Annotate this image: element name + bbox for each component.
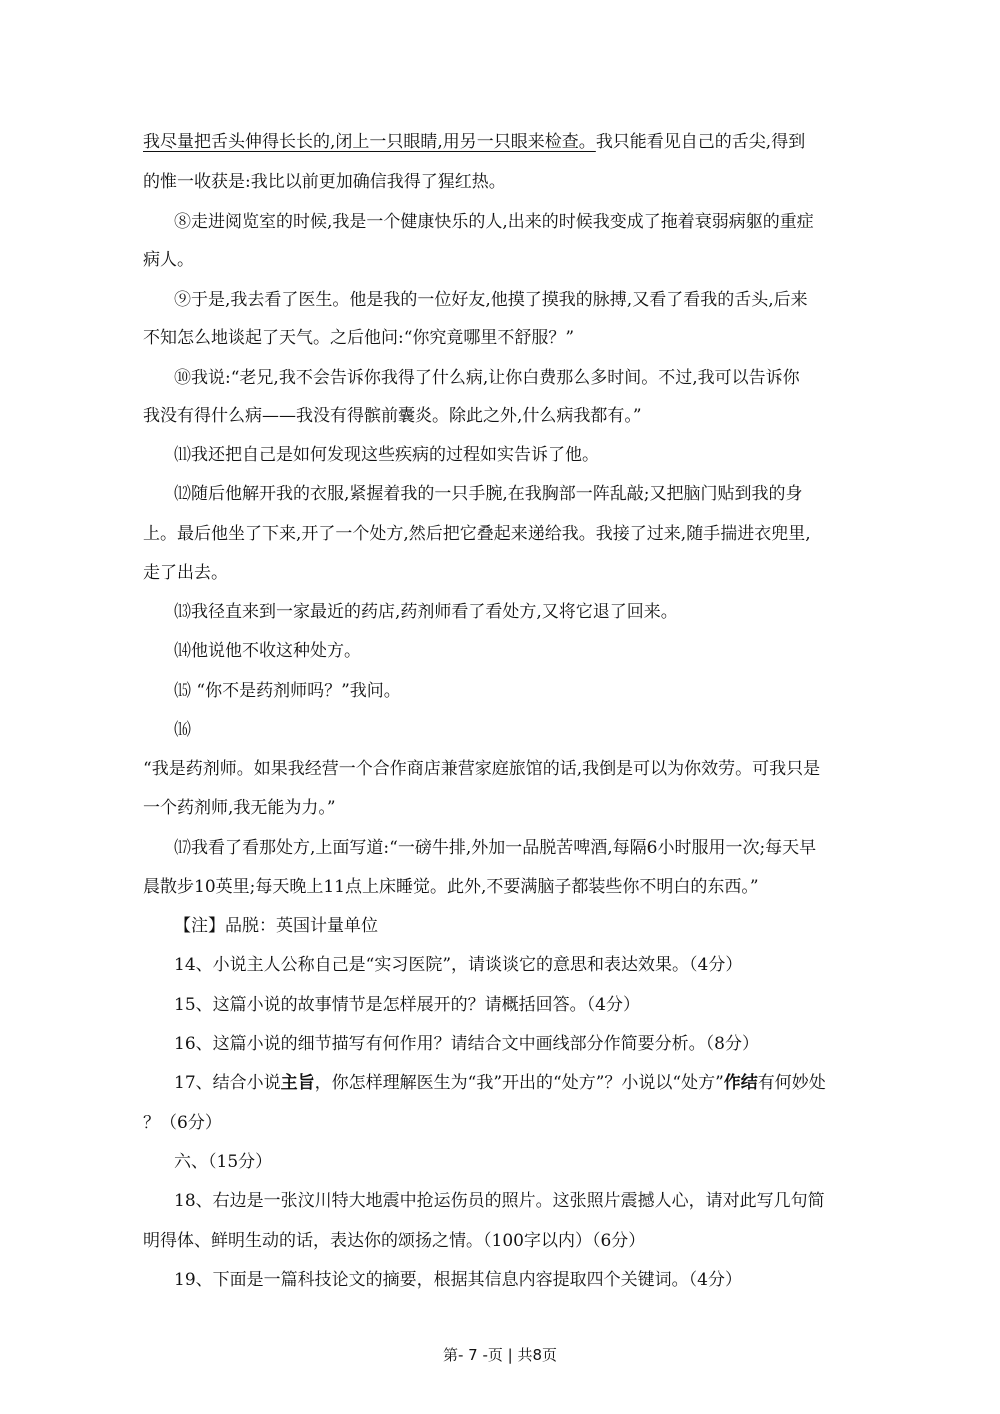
paragraph-16-line-1: “我是药剂师。如果我经营一个合作商店兼营家庭旅馆的话,我倒是可以为你效劳。可我只是 [143,759,821,779]
underlined-passage: 我尽量把舌头伸得长长的,闭上一只眼睛,用另一只眼来检查。 [143,132,596,152]
paragraph-7-line-1 [143,131,805,153]
paragraph-16-number: ⒃ [174,720,191,740]
question-16: 16、这篇小说的细节描写有何作用？请结合文中画线部分作简要分析。（8分） [174,1034,759,1054]
paragraph-17-line-2: 晨散步10英里;每天晚上11点上床睡觉。此外,不要满脑子都装些你不明白的东西。” [143,877,759,897]
paragraph-17-line-1: ⒄我看了看那处方,上面写道:“一磅牛排,外加一品脱苦啤酒,每隔6小时服用一次;每天早 [174,838,817,858]
note: 【注】品脱：英国计量单位 [174,916,378,936]
text-span: 我只能看见自己的舌尖,得到 [595,132,806,152]
paragraph-12-line-1: ⑿随后他解开我的衣服,紧握着我的一只手腕,在我胸部一阵乱敲;又把脑门贴到我的身 [174,484,803,504]
paragraph-15: ⒂ “你不是药剂师吗？”我问。 [174,681,401,701]
text-span: 17、结合小说 [174,1073,281,1093]
question-17-line-1 [174,1072,826,1094]
paragraph-11: ⑾我还把自己是如何发现这些疾病的过程如实告诉了他。 [174,445,599,465]
text-span: ，你怎样理解医生为“我”开出的“处方”？小说以“处方” [314,1073,724,1093]
paragraph-10-line-1: ⑩我说:“老兄,我不会告诉你我得了什么病,让你白费那么多时间。不过,我可以告诉你 [174,368,800,388]
paragraph-10-line-2: 我没有得什么病——我没有得髌前囊炎。除此之外,什么病我都有。” [143,406,642,426]
paragraph-7-line-2: 的惟一收获是:我比以前更加确信我得了猩红热。 [143,172,506,192]
paragraph-13: ⒀我径直来到一家最近的药店,药剂师看了看处方,又将它退了回来。 [174,602,678,622]
question-17-line-2: ？（6分） [143,1113,222,1133]
question-19: 19、下面是一篇科技论文的摘要，根据其信息内容提取四个关键词。（4分） [174,1270,742,1290]
paragraph-12-line-2: 上。最后他坐了下来,开了一个处方,然后把它叠起来递给我。我接了过来,随手揣进衣兜里, [143,524,811,544]
paragraph-16-line-2: 一个药剂师,我无能为力。” [143,798,336,818]
question-18-line-1: 18、右边是一张汶川特大地震中抢运伤员的照片。这张照片震撼人心，请对此写几句简 [174,1191,825,1211]
question-14: 14、小说主人公称自己是“实习医院”，请谈谈它的意思和表达效果。（4分） [174,955,743,975]
section-six-heading: 六、（15分） [174,1152,273,1172]
bold-keyword: 主旨 [280,1073,315,1093]
paragraph-8-line-2: 病人。 [143,250,194,270]
paragraph-12-line-3: 走了出去。 [143,563,228,583]
paragraph-9-line-2: 不知怎么地谈起了天气。之后他问:“你究竟哪里不舒服？” [143,328,575,348]
question-18-line-2: 明得体、鲜明生动的话，表达你的颂扬之情。（100字以内）（6分） [143,1231,646,1251]
paragraph-14: ⒁他说他不收这种处方。 [174,641,361,661]
paragraph-9-line-1: ⑨于是,我去看了医生。他是我的一位好友,他摸了摸我的脉搏,又看了看我的舌头,后来 [174,290,808,310]
text-span: 有何妙处 [757,1073,826,1093]
question-15: 15、这篇小说的故事情节是怎样展开的？请概括回答。（4分） [174,995,640,1015]
bold-keyword: 作结 [723,1073,758,1093]
page-footer: 第- 7 -页 | 共8页 [442,1346,558,1364]
paragraph-8-line-1: ⑧走进阅览室的时候,我是一个健康快乐的人,出来的时候我变成了拖着衰弱病躯的重症 [174,212,814,232]
